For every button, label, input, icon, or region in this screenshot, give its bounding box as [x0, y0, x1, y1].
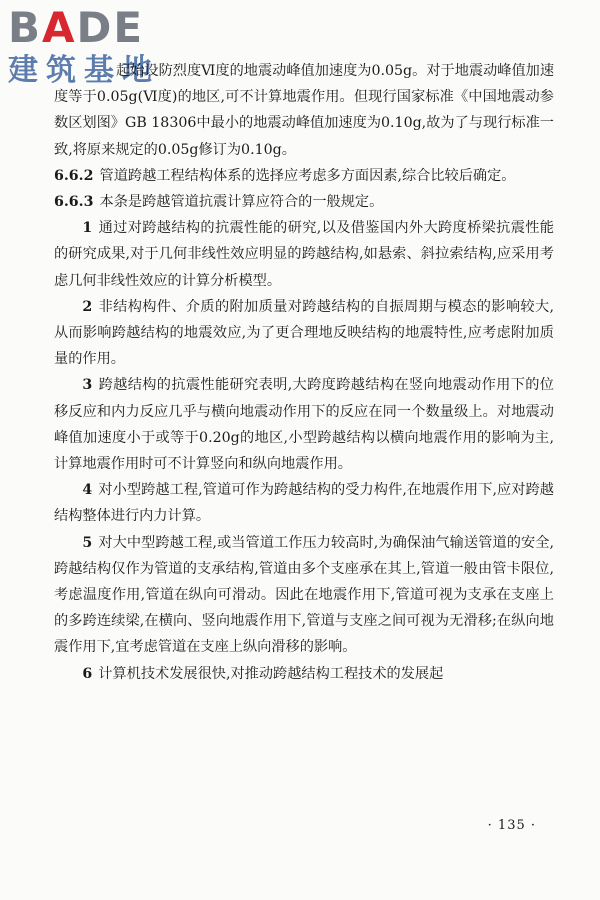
section-6-6-2: 6.6.2 管道跨越工程结构体系的选择应考虑多方面因素,综合比较后确定。: [54, 167, 516, 184]
item-5: 5 对大中型跨越工程,或当管道工作压力较高时,为确保油气输送管道的安全,跨越结构仅作为管道的支承结构,管道由多个支座承在其上,管道一般由管卡限位,考虑温度作用,管道在纵向可滑动。因此在地震作用下,管道可视为支承在支座上的多跨连续梁,在横向、竖向地震作用下,管道与支座之间可视为无滑移;在纵向地震作用下,宜考虑管道在支座上纵向滑移的影响。: [54, 534, 554, 656]
paragraph-continuation: 起始设防烈度Ⅵ度的地震动峰值加速度为0.05g。对于地震动峰值加速度等于0.05g(Ⅵ度)的地区,可不计算地震作用。但现行国家标准《中国地震动参数区划图》GB 18306中最小的地震动峰值加速度为0.10g,故为了与现行标准一致,将原来规定的0.05g修订为0.10g。: [54, 63, 555, 158]
item-2: 2 非结构构件、介质的附加质量对跨越结构的自振周期与模态的影响较大,从而影响跨越结构的地震效应,为了更合理地反映结构的地震特性,应考虑附加质量的作用。: [54, 298, 554, 368]
logo-chinese-text: 建筑基地: [8, 53, 160, 88]
section-6-6-3: 6.6.3 本条是跨越管道抗震计算应符合的一般规定。: [54, 194, 384, 211]
item-1: 1 通过对跨越结构的抗震性能的研究,以及借鉴国内外大跨度桥梁抗震性能的研究成果,对于几何非线性效应明显的跨越结构,如悬索、斜拉索结构,应采用考虑几何非线性效应的计算分析模型。: [54, 220, 554, 289]
item-4: 4 对小型跨越工程,管道可作为跨越结构的受力构件,在地震作用下,应对跨越结构整体进行内力计算。: [54, 482, 554, 525]
item-6: 6 计算机技术发展很快,对推动跨越结构工程技术的发展起: [82, 665, 444, 682]
document-body: [54, 58, 554, 687]
item-3: 3 跨越结构的抗震性能研究表明,大跨度跨越结构在竖向地震动作用下的位移反应和内力反应几乎与横向地震动作用下的反应在同一个数量级上。对地震动峰值加速度小于或等于0.20g的地区,小型跨越结构以横向地震作用的影响为主,计算地震作用时可不计算竖向和纵向地震作用。: [54, 377, 554, 473]
logo-wordmark: BADE: [8, 3, 145, 52]
page-number: · 135 ·: [487, 818, 536, 833]
